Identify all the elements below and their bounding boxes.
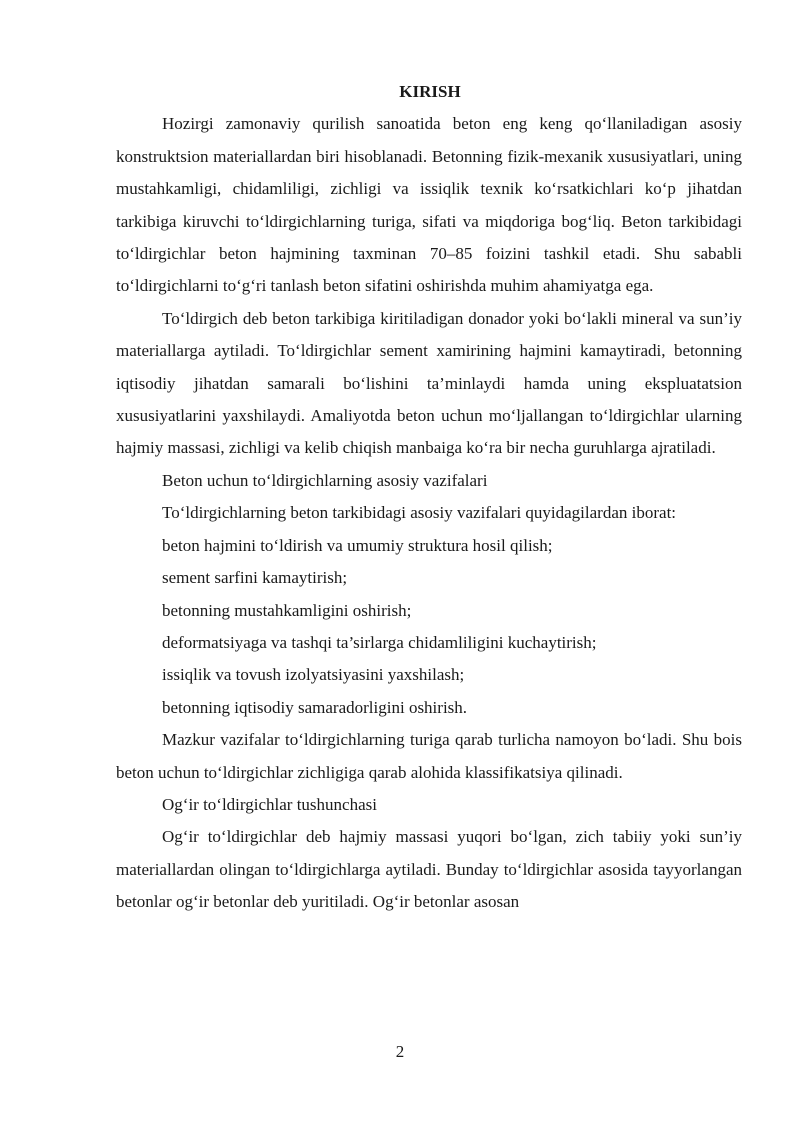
document-page <box>116 76 742 919</box>
document-title: KIRISH <box>399 82 461 101</box>
section-heading-functions: Beton uchun to‘ldirgichlarning asosiy vazifalari <box>162 470 488 490</box>
list-item: betonning iqtisodiy samaradorligini oshirish. <box>162 697 468 717</box>
intro-paragraph-2: To‘ldirgich deb beton tarkibiga kiritiladigan donador yoki bo‘lakli mineral va sun’iy materiallarga aytiladi. To‘ldirgichlar sement xamirining hajmini kamaytiradi, betonning iqtisodiy jihatdan samarali bo‘lishini ta’minlaydi hamda uning ekspluatatsion xususiyatlarini yaxshilaydi. Amaliyotda beton uchun mo‘ljallangan to‘ldirgichlar ularning hajmiy massasi, zichligi va kelib chiqish manbaiga ko‘ra bir necha guruhlarga ajratiladi. <box>116 308 742 458</box>
functions-intro: To‘ldirgichlarning beton tarkibidagi asosiy vazifalari quyidagilardan iborat: <box>162 503 677 523</box>
section-heading-heavy-aggregates: Og‘ir to‘ldirgichlar tushunchasi <box>162 794 377 814</box>
page-number: 2 <box>395 1042 405 1061</box>
intro-paragraph-1: Hozirgi zamonaviy qurilish sanoatida beton eng keng qo‘llaniladigan asosiy konstruktsion materiallardan biri hisoblanadi. Betonning fizik-mexanik xususiyatlari, uning mustahkamligi, chidamliligi, zichligi va issiqlik texnik ko‘rsatkichlari ko‘p jihatdan tarkibiga kiruvchi to‘ldirgichlarning turiga, sifati va miqdoriga bog‘liq. Beton tarkibidagi to‘ldirgichlar beton hajmining taxminan 70–85 foizini tashkil etadi. Shu sababli to‘ldirgichlarni to‘g‘ri tanlash beton sifatini oshirishda muhim ahamiyatga ega. <box>116 114 742 296</box>
list-item: betonning mustahkamligini oshirish; <box>162 600 412 620</box>
list-item: beton hajmini to‘ldirish va umumiy struktura hosil qilish; <box>162 535 553 555</box>
functions-conclusion: Mazkur vazifalar to‘ldirgichlarning turiga qarab turlicha namoyon bo‘ladi. Shu bois beton uchun to‘ldirgichlar zichligiga qarab alohida klassifikatsiya qilinadi. <box>116 730 742 782</box>
list-item: deformatsiyaga va tashqi ta’sirlarga chidamliligini kuchaytirish; <box>162 632 597 652</box>
list-item: sement sarfini kamaytirish; <box>162 568 348 588</box>
heavy-aggregates-paragraph: Og‘ir to‘ldirgichlar deb hajmiy massasi yuqori bo‘lgan, zich tabiiy yoki sun’iy materiallardan olingan to‘ldirgichlarga aytiladi. Bunday to‘ldirgichlar asosida tayyorlangan betonlar og‘ir betonlar deb yuritiladi. Og‘ir betonlar asosan <box>116 827 742 912</box>
list-item: issiqlik va tovush izolyatsiyasini yaxshilash; <box>162 665 465 685</box>
